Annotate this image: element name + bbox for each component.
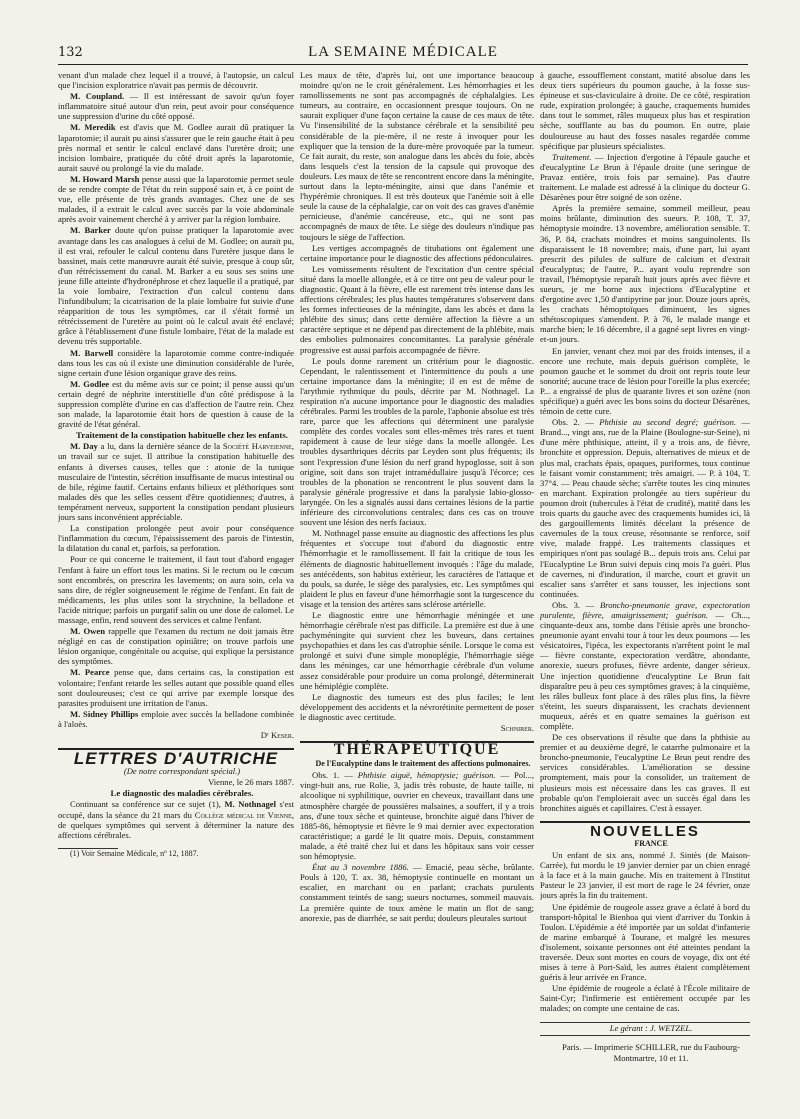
speaker-name: M. Meredik	[70, 122, 116, 133]
printer-line: Paris. — Imprimerie SCHILLER, rue du Faubourg-	[562, 1041, 740, 1052]
news-item: Un enfant de six ans, nommé J. Sintès (de Maison-Carrée), fut mordu le 19 janvier dernier par un chien enragé à la face et à la main gauche. Mis en traitement à l'Institut Pasteur le 23 janvier, il est mort de rage le 24 février, onze jours après la fin du traitement.	[540, 850, 750, 901]
news-item: Une épidémie de rougeole a éclaté à l'École militaire de Saint-Cyr; l'infirmerie est entièrement occupée par les malades; on compte une centaine de cas.	[540, 983, 750, 1014]
speaker-name: M. Godlee	[70, 378, 110, 389]
speaker-name: M. Owen	[70, 626, 105, 637]
section-heading: Le diagnostic des maladies cérébrales.	[110, 788, 254, 799]
paragraph: M. Barker doute qu'on puisse pratiquer la laparotomie avec avantage dans les cas analogues à celui de M. Godlee; on aurait pu, il est vrai, refouler le calcul contenu dans l'uretère jusque dans le bassinet, mais cette manœuvre aurait été suivie, presque à coup sûr, d'un rétrécissement du canal. M. Barker a eu sous ses soins une jeune fille atteinte d'hydronéphrose et chez laquelle il a pratiqué, par la voie lombaire, l'extraction d'un calcul contenu dans l'infundibulum; la cicatrisation de la plaie lombaire fut suivie d'une réapparition de tous les symptômes, car il s'était formé un rétrécissement de l'uretère au point où le calcul avait été enclavé; grâce à l'établissement d'une fistule lombaire, l'état de la malade est devenu très supportable.	[58, 225, 294, 347]
paragraph: Le diagnostic des tumeurs est des plus faciles; le lent développement des accidents et la névrorétinite permettent de poser le diagnostic avec certitude.	[300, 691, 534, 722]
printer-line: Montmartre, 10 et 11.	[613, 1052, 689, 1063]
nouvelles-title: NOUVELLES	[590, 822, 700, 840]
place-date: Vienne, le 26 mars 1887.	[208, 777, 294, 788]
paragraph: Continuant sa conférence sur ce sujet (1), M. Nothnagel s'est occupé, dans la séance du 21 mars du Collège médical de Vienne, de quelques symptômes qui servent à déterminer la nature des affections cérébrales.	[58, 799, 294, 840]
journal-title: LA SEMAINE MÉDICALE	[308, 44, 498, 60]
therapeutique-title: THÉRAPEUTIQUE	[333, 741, 501, 759]
paragraph: De ces observations il résulte que dans la phthisie au premier et au deuxième degré, le catarrhe pulmonaire et la broncho-pneumonie, l'eucalyptine Le Brun peut rendre des services considérables. L'amélioration se dessine promptement, mais pour la consolider, un traitement de plusieurs mois est nécessaire dans les cas graves. Il est probable qu'on l'emploierait avec un succès égal dans les bronchites aiguës et capillaires. C'est à essayer.	[540, 732, 750, 813]
paragraph: M. Coupland. — Il est intéressant de savoir qu'un foyer inflammatoire situé autour d'un rein, peut avoir pour conséquence une suppression d'urine du côté opposé.	[58, 91, 294, 122]
speaker-name: M. Nothnagel	[224, 799, 276, 810]
paragraph: venant d'un malade chez lequel il a trouvé, à l'autopsie, un calcul que l'incision exploratrice n'avait pas permis de découvrir.	[58, 70, 294, 91]
speaker-name: M. Coupland.	[70, 91, 125, 102]
paragraph: Après la première semaine, sommeil meilleur, peau moins brûlante, diminution des sueurs. P. 108, T. 37, hémoptysie moindre. 13 novembre, amélioration sensible. T. 36, P. 84, crachats moindres et moins sanguinolents. Ils disparaissent le 18 novembre; mais, d'une part, lui ayant prescrit des pilules de sulfure de calcium et d'extrait d'eucalyptus; de l'autre, P... ayant voulu reprendre son travail, l'hémoptysie reparaît huit jours après avec fièvre et sueurs, je me borne aux injections d'Eucalyptine et d'ergotine avec 1,50 d'antipyrine par jour. Douze jours après, les crachats hémoptoïques diminuent, les signes sthétoscopiques s'amendent. P. à 76, le malade mange et marche bien; le 16 décembre, il a gagné sept livres en vingt-et-un jours.	[540, 203, 750, 345]
paragraph: M. Godlee est du même avis sur ce point; il pense aussi qu'un certain degré de néphrite interstitielle d'un côté prédispose à la suppression complète d'urine en cas d'affection de l'autre rein. Chez son malade, la laparotomie était hors de question à cause de la gravité de l'état général.	[58, 378, 294, 430]
paragraph: Obs. 1. — Phthisie aiguë, hémoptysie; guérison. — Pol..., vingt-huit ans, rue Rolie, 3, jadis très robuste, de haute taille, ni alcoolique ni syphilitique, ouvrier en cheveux, travaillant dans une atmosphère chargée de poussières malsaines, a souffert, il y a trois ans, d'une toux sèche et quinteuse, bronchite aiguë dans l'hiver de 1885-86, hémoptysie et fièvre le 9 mai dernier avec expectoration caractéristique; a gardé le lit quatre mois. Depuis, constamment malade, a été traité chez lui et dans les hôpitaux sans voir cesser son hémoptysie.	[300, 770, 534, 862]
paragraph: M. Nothnagel passe ensuite au diagnostic des affections les plus fréquentes et s'occupe tout d'abord du diagnostic entre l'hémorrhagie et le ramollissement. Il fait la critique de tous les éléments de diagnostic habituellement invoqués : l'âge du malade, ses antécédents, son habitus extérieur, les caractères de l'attaque et du pouls, sa durée, le siège des paralysies, etc. Les symptômes qui plaident le plus en faveur d'une hémorrhagie sont la turgescence du visage et la tension des artères sans sclérose artérielle.	[300, 528, 534, 609]
lettres-subtitle: (De notre correspondant spécial.)	[123, 766, 241, 777]
divider	[540, 1035, 750, 1036]
news-item: Une épidémie de rougeole assez grave a éclaté à bord du transport-hôpital le Bienhoa qui vient d'arriver du Tonkin à Toulon. L'épidémie a été importée par un soldat d'infanterie de marine embarqué à Tourane, et malgré les mesures d'isolement, soixante personnes ont été atteintes pendant la traversée. Deux sont mortes en cours de voyage, dix ont été mises à terre à Port-Saïd, les autres étaient complètement guéris à leur arrivée en France.	[540, 901, 750, 983]
paragraph: M. Owen rappelle que l'examen du rectum ne doit jamais être négligé en cas de constipation opiniâtre; on trouve parfois une lésion organique, congénitale ou acquise, qui explique la persistance des symptômes.	[58, 626, 294, 667]
paragraph: M. Barwell considère la laparotomie comme contre-indiquée dans tous les cas où il existe une diminution considérable de l'urée, signe certain d'une lésion organique grave des reins.	[58, 347, 294, 378]
paragraph: M. Sidney Phillips emploie avec succès la belladone combinée à l'aloès.	[58, 708, 294, 729]
page-header	[58, 42, 748, 65]
gerant-line: Le gérant : J. WETZEL.	[609, 1022, 693, 1033]
nouvelles-subtitle: FRANCE	[634, 838, 668, 848]
paragraph: Les maux de tête, d'après lui, ont une importance beaucoup moindre qu'on ne le croit généralement. Les hémorrhagies et les ramollissements ne sont pas accompagnés de céphalalgies. Les tumeurs, au contraire, en occasionnent presque toujours. On ne saurait expliquer d'une façon certaine la cause de ces maux de tête. Vu l'insensibilité de la substance cérébrale et la sensibilité peu considérable de la pie-mère, il ne reste à invoquer pour les expliquer que la tension de la dure-mère provoquée par la tumeur. Ce fait aurait, du reste, son analogue dans les abcès du foie, abcès dans lesquels c'est la tension de la capsule qui provoque des douleurs. Les maux de tête se rencontrent encore dans la méningite, surtout dans la lepto-méningite, ainsi que dans l'anémie et l'hypérémie chroniques. Il est très douteux que l'anémie soit à elle seule la cause de la céphalalgie, car on voit des cas graves d'anémie pernicieuse, d'anémie cancéreuse, etc., qui ne sont pas accompagnés de maux de tête. Le siège des douleurs n'indique pas toujours le siège de l'affection.	[300, 70, 534, 242]
author-signature: Schnirer.	[500, 723, 534, 733]
paragraph: Les vomissements résultent de l'excitation d'un centre spécial situé dans la moelle allongée, et à ce titre ont peu de valeur pour le diagnostic. Quant à la fièvre, elle est rarement très intense dans les affections cérébrales; les plus hautes températures s'observent dans les formes infectieuses de la méningite, dans les abcès et dans la phlébite des sinus; dans cette dernière affection la fièvre a un caractère septique et ne dépend pas directement de la phlébite, mais des embolies pulmonaires concomitantes. La paralysie générale progressive est aussi parfois accompagnée de fièvre.	[300, 263, 534, 355]
page-number: 132	[58, 45, 83, 60]
paragraph: La constipation prolongée peut avoir pour conséquence l'inflammation du cœcum, l'épaississement des parois de l'intestin, la dilatation du canal et, parfois, sa perforation.	[58, 523, 294, 554]
paragraph: Pour ce qui concerne le traitement, il faut tout d'abord engager l'enfant à faire un effort tous les matins. Si le rectum ou le cœcum sont encombrés, on prescrira les lavements; on aura soin, cela va sans dire, de régler soigneusement le régime de l'enfant. En fait de médicaments, les plus utiles sont la strychnine, la belladone et l'acide nitrique; parfois un purgatif salin ou une dose de calomel. Le massage, enfin, rend souvent des services et calme l'enfant.	[58, 554, 294, 625]
paragraph: Traitement. — Injection d'ergotine à l'épaule gauche et d'eucalyptine Le Brun à l'épaule droite (une seringue de Pravaz entière, trois fois par semaine). Pas d'autre traitement. Le malade est adressé à la clinique du docteur G. Désarènes pour être soigné de son ozène.	[540, 151, 750, 203]
paragraph: Obs. 2. — Phthisie au second degré; guérison. — Brand..., vingt ans, rue de la Plaine (Boulogne-sur-Seine), ni d'une mère phthisique, atteint, il y a trois ans, de fièvre, bronchite et oppression. Depuis, alternatives de mieux et de plus mal, crachats épais, opaques, puriformes, toux continue le faisant vomir constamment; très amaigri. — P. à 104, T. 37°4. — Peau chaude sèche; s'arrête toutes les cinq minutes en marchant. Expiration prolongée au tiers supérieur du poumon droit (tubercules à l'état de crudité), matité dans les trois quarts du gauche avec des craquements humides ici, là des gargouillements limités décelant la présence de cavernules de la toux creuse, résonnante se renforce, soif vive, malade frappé. Les traitements classiques et empiriques n'ont pas soulagé B... depuis trois ans. Celui par l'Eucalyptine Le Brun suivi depuis cinq mois l'a guéri. Plus de cavernes, ni d'induration, il marche, court et gravit un escalier sans s'arrêter et sans tousser, les injections sont continuées.	[540, 417, 750, 599]
column-right	[540, 70, 750, 1091]
speaker-name: M. Sidney Phillips	[70, 708, 139, 719]
author-signature: Dʳ Keser.	[260, 730, 294, 740]
paragraph: M. Day a lu, dans la dernière séance de la Société Harveienne, un travail sur ce sujet. Il attribue la constipation habituelle des enfants à diverses causes, telles que : atonie de la tunique musculaire de l'intestin, sécrétion insuffisante de mucus intestinal ou de bile, régime fautif. Certains enfants bilieux et pléthoriques sont malades dès que les selles cessent d'être quotidiennes; d'autres, à tempérament nerveux, supportent la constipation pendant plusieurs jours sans inconvénient appréciable.	[58, 441, 294, 523]
speaker-name: M. Howard Marsh	[70, 173, 140, 184]
column-left	[58, 70, 294, 1091]
paragraph: État au 3 novembre 1886. — Emacié, peau sèche, brûlante. Pouls à 120, T. ax. 38, hémoptysie continuelle en montant un escalier, en marchant ou en parlant; crachats purulents constamment teintés de sang; sueurs nocturnes, sommeil mauvais. La première quinte de toux amène le matin un flot de sang; anorexie, pas de diarrhée, se sait perdu; douleurs pleurales surtout	[300, 862, 534, 923]
therapeutique-subtitle: De l'Eucalyptine dans le traitement des affections pulmonaires.	[315, 759, 531, 769]
column-middle	[300, 70, 534, 1091]
section-heading: Traitement de la constipation habituelle chez les enfants.	[76, 430, 288, 441]
lettres-title: LETTRES D'AUTRICHE	[73, 749, 279, 769]
paragraph: Le diagnostic entre une hémorrhagie méningée et une hémorrhagie cérébrale n'est pas difficile. La première est due à une pachyméningite qui survient chez les buveurs, dans certaines psychopathies et dans les cas d'atrophie sénile. Lorsque le coma est prolongé et suivi d'une simple monoplégie, l'hémorrhagie siège dans les méninges, car une hémorrhagie cérébrale d'un volume assez considérable pour produire un coma prolongé, déterminerait une hémiplégie complète.	[300, 609, 534, 691]
paragraph: Le pouls donne rarement un critérium pour le diagnostic. Cependant, le ralentissement et l'intermittence du pouls a une certaine importance dans la méningite; il en est de même de l'arythmie rythmique du pouls, décrite par M. Nothnagel. La respiration n'a aucune importance pour le diagnostic des maladies cérébrales. Parmi les troubles de la parole, l'aphonie absolue est très rare, parce que les affections qui déterminent une paralysie complète des cordes vocales sont elles-mêmes très rares et tuent rapidement à cause de leur siège dans la moelle allongée. Les troubles dysarthriques décrits par Leyden sont plus fréquents; ils sont l'expression d'une lésion du nerf grand hypoglosse, soit à son origine, soit dans son trajet intramédullaire jusqu'à l'écorce; ces troubles de la phonation se rencontrent le plus souvent dans la paralysie générale progressive et dans la paralysie labio-glosso-laryngée. On les a signalés aussi dans certaines lésions de la partie inférieure des circonvolutions centrales; dans ces cas on trouve souvent une lésion des nerfs faciaux.	[300, 355, 534, 528]
speaker-name: M. Pearce	[70, 667, 110, 678]
paragraph: M. Howard Marsh pense aussi que la laparotomie permet seule de se rendre compte de l'état du rein supposé sain et, à ce point de vue, elle présente de très grands avantages. Chez une de ses malades, il a extrait le calcul avec succès par la voie abdominale après avoir vainement cherché à y arriver par la région lombaire.	[58, 173, 294, 225]
speaker-name: M. Barwell	[70, 347, 114, 358]
paragraph: Obs. 3. — Broncho-pneumonie grave, expectoration purulente, fièvre, amaigrissement; guérison. — Ch..., cinquante-deux ans, tombe dans l'étisie après une broncho-pneumonie ayant envahi tour à tour les deux poumons — les vésicatoires, l'ipéca, les expectorants n'arrêtent point le mal — fièvre constante, expectoration verdâtre, abondante, anorexie, sueurs profuses, fièvre ardente, danger sérieux. Une injection quotidienne d'eucalyptine Le Brun fait disparaître peu à peu ces symptômes graves; à la cinquième, les râles bulleux font place à des râles plus fins, la fièvre s'éteint, les sueurs disparaissent, les crachats deviennent muqueux, aérés et en quatre semaines la guérison est complète.	[540, 599, 750, 731]
speaker-name: M. Day	[70, 441, 98, 452]
paragraph: M. Pearce pense que, dans certains cas, la constipation est volontaire; l'enfant retarde les selles autant que possible quand elles sont douloureuses; c'est ce qui arrive par exemple lorsque des parasites produisent une irritation de l'anus.	[58, 667, 294, 708]
paragraph: Les vertiges accompagnés de titubations ont également une certaine importance pour le diagnostic des affections pédonculaires.	[300, 242, 534, 263]
paragraph: M. Meredik est d'avis que M. Godlee aurait dû pratiquer la laparotomie; il aurait pu ainsi s'assurer que le rein gauche était à peu près normal et sentir le calcul enclavé dans l'uretère droit; une incision lombaire, pratiquée du côté droit après la laparotomie, aurait sauvé ou prolongé la vie du malade.	[58, 122, 294, 173]
paragraph: En janvier, venant chez moi par des froids intenses, il a encore une rechute, mais depuis guérison complète, le poumon gauche et le sommet du droit ont repris toute leur sonorité; aucune trace de lésion pour l'oreille la plus exercée; P... a engraissé de plus de quarante livres et son ozène (non spécifique) a guéri avec les bons soins du docteur Désarènes, témoin de cette cure.	[540, 345, 750, 417]
paragraph: à gauche, essoufflement constant, matité absolue dans les deux tiers supérieurs du poumon gauche, à la fosse sus-épineuse et sus-claviculaire à droite. De ce côté, respiration rude, expiration prolongée; à gauche, craquements humides dans tout le sommet, râles muqueux plus bas et respiration sèche, soufflante au bas du poumon. En outre, plaie douloureuse au haut des fosses nasales regardée comme spécifique par plusieurs spécialistes.	[540, 70, 750, 151]
footnote: (1) Voir Semaine Médicale, nº 12, 1887.	[70, 848, 199, 858]
speaker-name: M. Barker	[70, 225, 111, 236]
